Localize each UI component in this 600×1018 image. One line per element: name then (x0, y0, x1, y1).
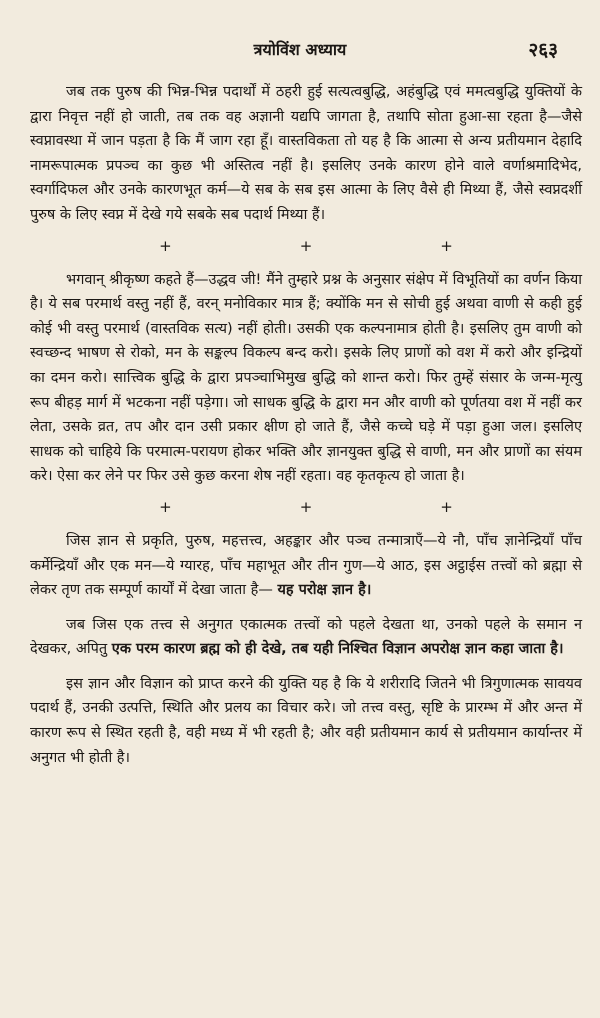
page-number: २६३ (528, 39, 558, 61)
separator-mark: + (159, 497, 172, 516)
body-text (30, 80, 582, 780)
paragraph-5: इस ज्ञान और विज्ञान को प्राप्त करने की युक्ति यह है कि ये शरीरादि जितने भी त्रिगुणात्मक सावयव पदार्थ हैं, उनकी उत्पत्ति, स्थिति और प्रलय का विचार करे। जो तत्त्व वस्तु, सृष्टि के प्रारम्भ में और अन्त में कारण रूप से स्थित रहती है, वही मध्य में भी रहती है; और वही प्रतीयमान कार्य से प्रतीयमान कार्यान्तर में अनुगत भी होती है। (30, 675, 582, 766)
chapter-title: त्रयोविंश अध्याय (253, 40, 347, 59)
paragraph-2: भगवान् श्रीकृष्ण कहते हैं—उद्धव जी! मैंने तुम्हारे प्रश्न के अनुसार संक्षेप में विभूतियों का वर्णन किया है। ये सब परमार्थ वस्तु नहीं हैं, वरन् मनोविकार मात्र हैं; क्योंकि मन से सोची हुई अथवा वाणी से कही हुई कोई भी वस्तु परमार्थ (वास्तविक सत्य) नहीं होती। उसकी एक कल्पनामात्र होती है। इसलिए तुम वाणी को स्वच्छन्द भाषण से रोको, मन के सङ्कल्प विकल्प बन्द करो। इसके लिए प्राणों को वश में करो और इन्द्रियों का दमन करो। सात्त्विक बुद्धि के द्वारा प्रपञ्चाभिमुख बुद्धि को शान्त करो। फिर तुम्हें संसार के जन्म-मृत्यु रूप बीहड़ मार्ग में भटकना नहीं पड़ेगा। जो साधक बुद्धि के द्वारा मन और वाणी को पूर्णतया वश में नहीं कर लेता, उसके व्रत, तप और दान उसी प्रकार क्षीण हो जाते हैं, जैसे कच्चे घड़े में पड़ा हुआ जल। इसलिए साधक को चाहिये कि परमात्म-परायण होकर भक्ति और ज्ञानयुक्त बुद्धि से वाणी, मन और प्राणों का संयम करे। ऐसा कर लेने पर फिर उसे कुछ करना शेष नहीं रहता। वह कृतकृत्य हो जाता है। (30, 271, 582, 485)
page-header (0, 38, 600, 70)
separator-mark: + (299, 497, 313, 516)
section-separator (30, 493, 582, 521)
paragraph-3-text: जिस ज्ञान से प्रकृति, पुरुष, महत्तत्त्व, अहङ्कार और पञ्च तन्मात्राएँ—ये नौ, पाँच ज्ञानेन्द्रियाँ पाँच कर्मेन्द्रियाँ और एक मन—ये ग्यारह, पाँच महाभूत और तीन गुण—ये आठ, इस अट्ठाईस तत्त्वों को ब्रह्मा से लेकर तृण तक सम्पूर्ण कार्यों में देखा जाता है— (30, 532, 582, 599)
paragraph-4 (30, 613, 582, 662)
paragraph-3-emphasis: यह परोक्ष ज्ञान है। (277, 582, 372, 599)
paragraph-4-text: जब जिस एक तत्त्व से अनुगत एकात्मक तत्त्वों को पहले देखता था, उनको पहले के समान न देखकर, अपितु (30, 616, 582, 658)
separator-mark: + (440, 236, 453, 255)
separator-mark: + (299, 236, 313, 255)
separator-mark: + (159, 236, 172, 255)
paragraph-3 (30, 529, 582, 603)
paragraph-4-emphasis: एक परम कारण ब्रह्म को ही देखे, तब यही निश्चित विज्ञान अपरोक्ष ज्ञान कहा जाता है। (111, 641, 564, 658)
separator-mark: + (440, 497, 453, 516)
section-separator (30, 232, 582, 260)
paragraph-1: जब तक पुरुष की भिन्न-भिन्न पदार्थों में ठहरी हुई सत्यत्वबुद्धि, अहंबुद्धि एवं ममत्वबुद्धि युक्तियों के द्वारा निवृत्त नहीं हो जाती, तब तक वह अज्ञानी यद्यपि जागता है, तथापि सोता हुआ-सा रहता है—जैसे स्वप्नावस्था में जान पड़ता है कि मैं जाग रहा हूँ। वास्तविकता तो यह है कि आत्मा से अन्य प्रतीयमान देहादि नामरूपात्मक प्रपञ्च का कुछ भी अस्तित्व नहीं है। इसलिए उनके कारण होने वाले वर्णाश्रमादिभेद, स्वर्गादिफल और उनके कारणभूत कर्म—ये सब के सब इस आत्मा के लिए वैसे ही मिथ्या हैं, जैसे स्वप्नदर्शी पुरुष के लिए स्वप्न में देखे गये सबके सब पदार्थ मिथ्या हैं। (30, 84, 582, 223)
